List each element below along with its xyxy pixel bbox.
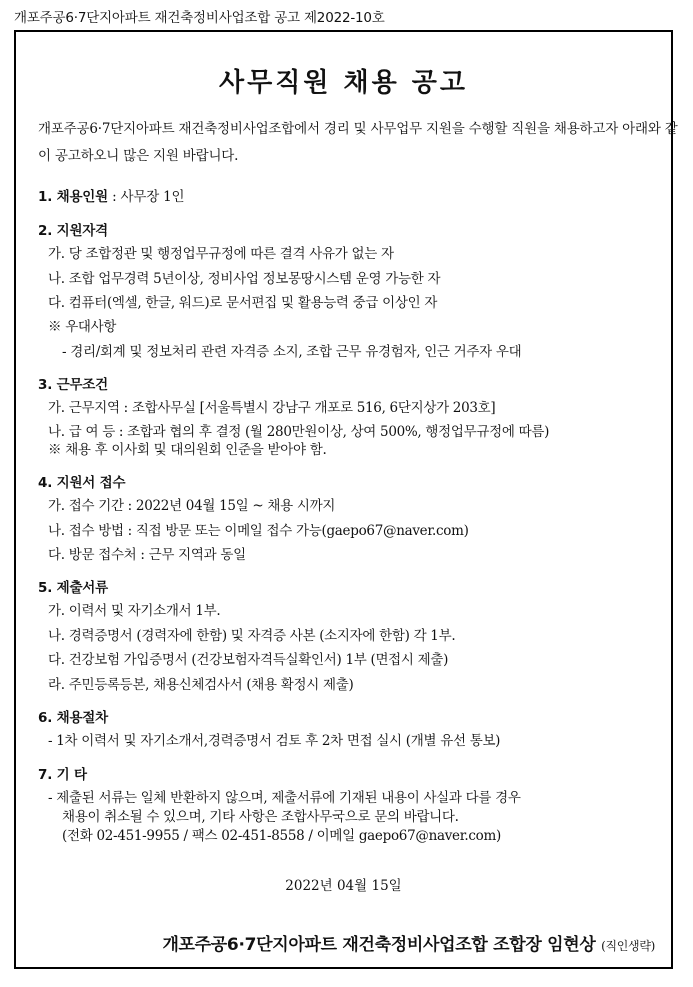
- list-item: ※ 우대사항: [48, 319, 117, 335]
- list-item: (전화 02-451-9955 / 팩스 02-451-8558 / 이메일 gaepo67@naver.com): [62, 828, 501, 844]
- section-title: 1. 채용인원: [38, 189, 108, 205]
- list-item: 나. 경력증명서 (경력자에 한함) 및 자격증 사본 (소지자에 한함) 각 1부.: [48, 628, 456, 644]
- section-heading-4: 4. 지원서 접수: [38, 475, 126, 491]
- list-item: - 제출된 서류는 일체 반환하지 않으며, 제출서류에 기재된 내용이 사실과 다를 경우: [48, 790, 521, 806]
- section-heading-3: 3. 근무조건: [38, 377, 108, 393]
- list-item: 나. 접수 방법 : 직접 방문 또는 이메일 접수 가능(gaepo67@naver.com): [48, 523, 469, 539]
- section-heading-2: 2. 지원자격: [38, 223, 108, 239]
- list-item: - 경리/회계 및 정보처리 관련 자격증 소지, 조합 근무 유경험자, 인근 거주자 우대: [62, 344, 522, 360]
- list-item: 가. 이력서 및 자기소개서 1부.: [48, 603, 221, 619]
- list-item: 가. 당 조합정관 및 행정업무규정에 따른 결격 사유가 없는 자: [48, 246, 394, 262]
- section-heading-1: [38, 185, 184, 205]
- list-item: 라. 주민등록등본, 채용신체검사서 (채용 확정시 제출): [48, 677, 354, 693]
- list-item: 다. 방문 접수처 : 근무 지역과 동일: [48, 547, 246, 563]
- signature-line: [162, 930, 655, 955]
- section-heading-6: 6. 채용절차: [38, 710, 108, 726]
- signatory-name: 개포주공6·7단지아파트 재건축정비사업조합 조합장 임현상: [162, 935, 596, 955]
- list-item: 나. 급 여 등 : 조합과 협의 후 결정 (월 280만원이상, 상여 500%, 행정업무규정에 따름): [48, 424, 550, 440]
- section-inline-value: : 사무장 1인: [108, 189, 185, 205]
- notice-reference: 개포주공6·7단지아파트 재건축정비사업조합 공고 제2022-10호: [14, 10, 385, 26]
- page-title: 사무직원 채용 공고: [218, 68, 469, 98]
- list-item: - 1차 이력서 및 자기소개서,경력증명서 검토 후 2차 면접 실시 (개별 유선 통보): [48, 733, 501, 749]
- section-heading-5: 5. 제출서류: [38, 580, 108, 596]
- list-item: 다. 컴퓨터(엑셀, 한글, 워드)로 문서편집 및 활용능력 중급 이상인 자: [48, 295, 438, 311]
- notice-box: [14, 30, 678, 969]
- list-item: 나. 조합 업무경력 5년이상, 정비사업 정보몽땅시스템 운영 가능한 자: [48, 271, 441, 287]
- notice-date: 2022년 04월 15일: [285, 878, 402, 894]
- section-heading-7: 7. 기 타: [38, 767, 87, 783]
- list-item: ※ 채용 후 이사회 및 대의원회 인준을 받아야 함.: [48, 442, 327, 458]
- list-item: 가. 접수 기간 : 2022년 04월 15일 ~ 채용 시까지: [48, 498, 336, 514]
- list-item: 다. 건강보험 가입증명서 (건강보험자격득실확인서) 1부 (면접시 제출): [48, 652, 449, 668]
- intro-paragraph: 개포주공6·7단지아파트 재건축정비사업조합에서 경리 및 사무업무 지원을 수행할 직원을 채용하고자 아래와 같이 공고하오니 많은 지원 바랍니다.: [38, 121, 678, 164]
- seal-note: (직인생략): [601, 939, 655, 953]
- list-item: 가. 근무지역 : 조합사무실 [서울특별시 강남구 개포로 516, 6단지상가 203호]: [48, 400, 496, 416]
- list-item: 채용이 취소될 수 있으며, 기타 사항은 조합사무국으로 문의 바랍니다.: [62, 809, 459, 825]
